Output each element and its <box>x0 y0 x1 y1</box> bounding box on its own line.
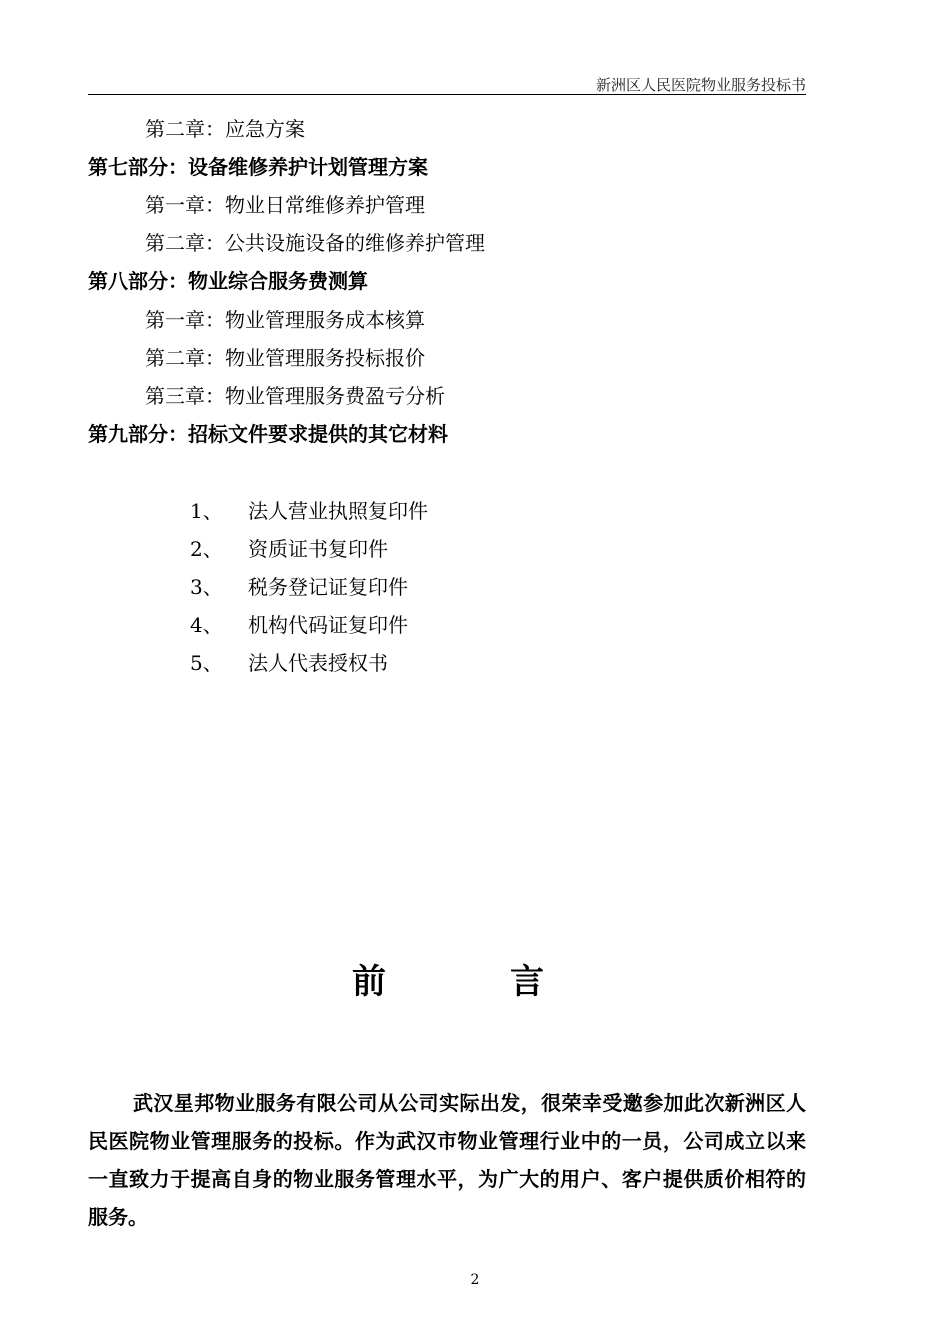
preface-title <box>0 954 950 1002</box>
list-item-number: 5、 <box>190 651 223 675</box>
header-title: 新洲区人民医院物业服务投标书 <box>595 76 806 94</box>
toc-chapter: 第二章：应急方案 <box>145 117 305 141</box>
toc-chapter: 第一章：物业管理服务成本核算 <box>145 308 425 332</box>
list-item-text: 资质证书复印件 <box>248 537 388 561</box>
preface-title-right: 言 <box>510 962 544 1002</box>
toc-part-8: 第八部分：物业综合服务费测算 <box>88 269 368 293</box>
list-item-number: 4、 <box>190 613 223 637</box>
toc-chapter: 第二章：公共设施设备的维修养护管理 <box>145 231 485 255</box>
toc-part-9: 第九部分：招标文件要求提供的其它材料 <box>88 422 448 446</box>
toc-chapter: 第二章：物业管理服务投标报价 <box>145 346 425 370</box>
list-item-text: 法人营业执照复印件 <box>248 499 428 523</box>
page-number: 2 <box>470 1272 480 1288</box>
list-item-number: 3、 <box>190 575 223 599</box>
preface-paragraph: 武汉星邦物业服务有限公司从公司实际出发，很荣幸受邀参加此次新洲区人民医院物业管理服务的投标。作为武汉市物业管理行业中的一员，公司成立以来一直致力于提高自身的物业服务管理水平，为广大的用户、客户提供质价相符的服务。 <box>88 1091 806 1229</box>
list-item-text: 税务登记证复印件 <box>248 575 408 599</box>
preface-title-left: 前 <box>352 962 386 1002</box>
toc-chapter: 第三章：物业管理服务费盈亏分析 <box>145 384 445 408</box>
list-item-number: 1、 <box>190 499 223 523</box>
toc-chapter: 第一章：物业日常维修养护管理 <box>145 193 425 217</box>
page-header <box>88 72 806 95</box>
list-item-text: 机构代码证复印件 <box>248 613 408 637</box>
list-item-text: 法人代表授权书 <box>248 651 388 675</box>
list-item-number: 2、 <box>190 537 223 561</box>
toc-part-7: 第七部分：设备维修养护计划管理方案 <box>88 155 428 179</box>
